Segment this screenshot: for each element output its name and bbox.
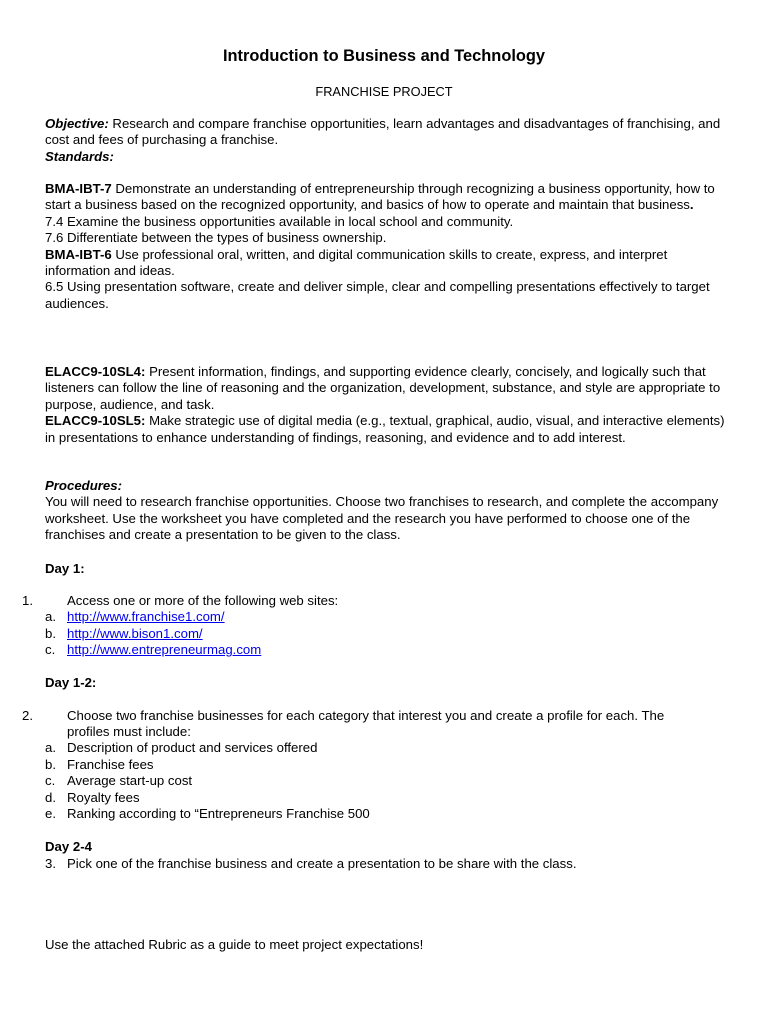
objective-text: Research and compare franchise opportunities, learn advantages and disadvantages of franchising, and cost and fees of purchasing a franchise.	[45, 116, 721, 148]
day-2-4-heading: Day 2-4	[45, 839, 92, 854]
standard-6-5: 6.5 Using presentation software, create and deliver simple, clear and compelling presentations effectively to target audiences.	[45, 279, 710, 311]
list-item-text: Average start-up cost	[67, 773, 193, 788]
closing-note: Use the attached Rubric as a guide to meet project expectations!	[45, 937, 424, 952]
standard-bma-ibt-6-text: Use professional oral, written, and digital communication skills to create, express, and interpret information and ideas.	[45, 246, 668, 279]
standard-elacc9-10sl5-text: Make strategic use of digital media (e.g., textual, graphical, audio, visual, and interactive elements) in presentations to enhance understanding of findings, reasoning, and evidence and to add interest.	[45, 413, 725, 445]
standard-7-4: 7.4 Examine the business opportunities available in local school and community.	[45, 213, 514, 229]
standard-7-6: 7.6 Differentiate between the types of business ownership.	[45, 230, 387, 246]
list-item-letter: d.	[45, 790, 56, 805]
list-item-letter: a.	[45, 740, 56, 755]
standards-section	[45, 181, 735, 312]
procedures-section	[45, 478, 735, 544]
list-item-letter: e.	[45, 806, 56, 821]
document-subtitle: FRANCHISE PROJECT	[315, 84, 453, 99]
objective-section	[45, 116, 735, 165]
document-title: Introduction to Business and Technology	[222, 47, 546, 65]
step-2-text: Choose two franchise businesses for each category that interest you and create a profile for each. The profiles must include:	[67, 708, 665, 740]
standard-elacc9-10sl4-code: ELACC9-10SL4:	[45, 364, 146, 379]
link-entrepreneurmag[interactable]: http://www.entrepreneurmag.com	[67, 642, 262, 657]
standard-bma-ibt-7-code: BMA-IBT-7	[45, 181, 112, 196]
link-franchise1[interactable]: http://www.franchise1.com/	[67, 609, 225, 624]
list-item-text: Franchise fees	[67, 757, 154, 772]
standard-elacc9-10sl4-text: Present information, findings, and supporting evidence clearly, concisely, and logically such that listeners can follow the line of reasoning and the organization, development, substance, and style are appropriate to purpose, audience, and task.	[45, 364, 721, 412]
objective-label: Objective:	[45, 116, 109, 131]
day-1-2-heading: Day 1-2:	[45, 675, 97, 690]
procedures-label: Procedures:	[45, 478, 122, 493]
list-item-letter: b.	[45, 757, 56, 772]
link-letter: c.	[45, 642, 56, 657]
list-item-text: Description of product and services offered	[67, 740, 318, 755]
step-3-text: Pick one of the franchise business and create a presentation to be share with the class.	[67, 856, 577, 871]
procedures-text: You will need to research franchise opportunities. Choose two franchises to research, and complete the accompany worksheet. Use the worksheet you have completed and the research you have performed to choose one of the franchises and create a presentation to be given to the class.	[45, 494, 719, 543]
ela-standards-section	[45, 364, 735, 446]
step-1-text: Access one or more of the following web sites:	[67, 593, 339, 608]
link-letter: b.	[45, 626, 56, 641]
standard-elacc9-10sl5-code: ELACC9-10SL5:	[45, 413, 146, 429]
standard-bma-ibt-7-period: .	[689, 197, 694, 213]
list-item-text: Royalty fees	[67, 790, 140, 805]
day-1-heading: Day 1:	[45, 561, 85, 576]
link-bison1[interactable]: http://www.bison1.com/	[67, 626, 203, 641]
step-3-number: 3.	[45, 856, 56, 871]
step-1-number: 1.	[22, 593, 33, 608]
standards-label: Standards:	[45, 148, 114, 164]
link-letter: a.	[45, 609, 56, 624]
standard-bma-ibt-6-code: BMA-IBT-6	[45, 246, 112, 262]
step-2-number: 2.	[22, 708, 33, 723]
standard-bma-ibt-7-text: Demonstrate an understanding of entrepreneurship through recognizing a business opportunity, how to start a business based on the recognized opportunity, and basics of how to operate and maintain that business	[45, 181, 715, 213]
list-item-letter: c.	[45, 773, 56, 788]
list-item-text: Ranking according to “Entrepreneurs Franchise 500	[67, 806, 370, 821]
